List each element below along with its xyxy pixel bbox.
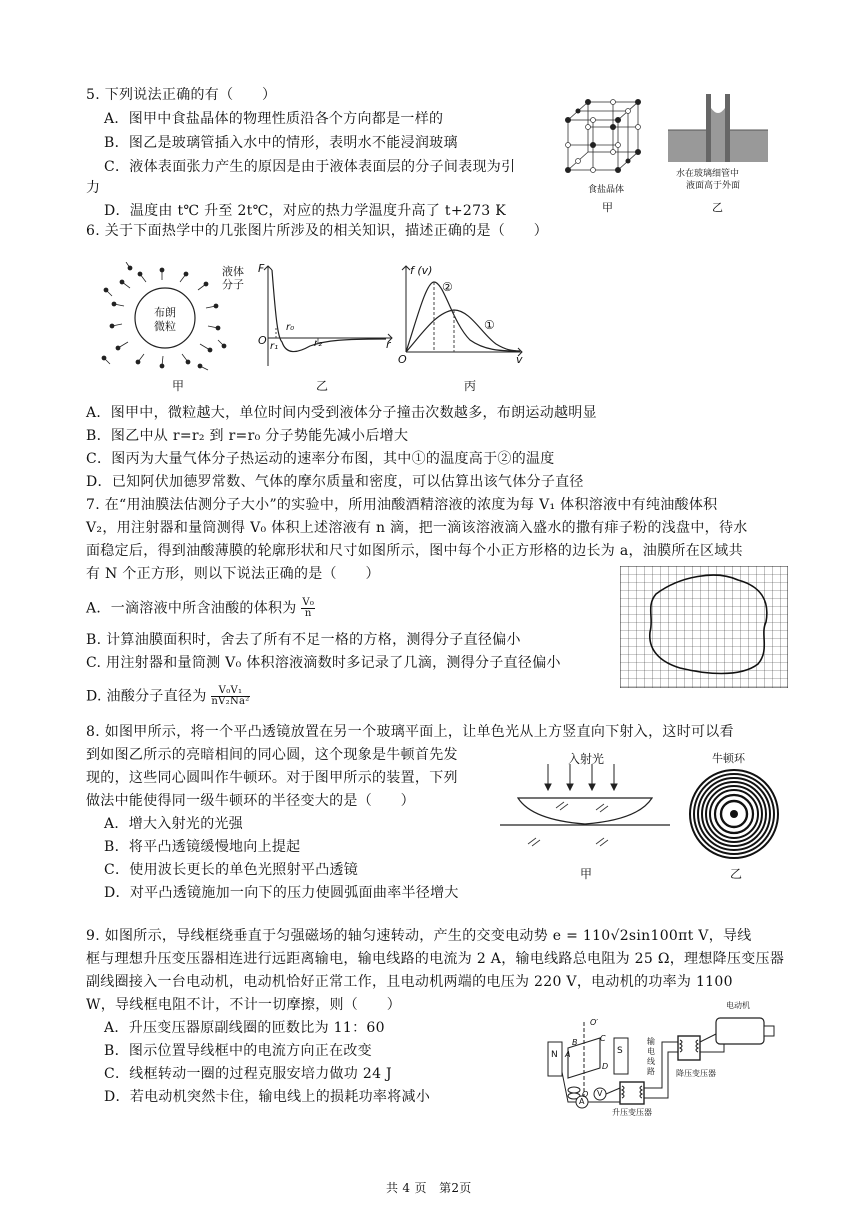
- newton-rings-figure: [688, 768, 780, 860]
- q9-line-3: 副线圈接入一台电动机，电动机恰好正常工作，且电动机两端的电压为 220 V，电动机的功率为 1100: [86, 974, 733, 990]
- q8-line-2: 到如图乙所示的亮暗相间的同心圆，这个现象是牛顿首先发: [86, 747, 458, 763]
- q8-line-1: 8. 如图甲所示，将一个平凸透镜放置在另一个玻璃平面上，让单色光从上方竖直向下射入，这时可以看: [86, 724, 734, 740]
- q5-option-c: C．液体表面张力产生的原因是由于液体表面层的分子间表现为引: [104, 159, 516, 175]
- magnet-s-label: S: [617, 1046, 623, 1056]
- q9-line-1: 9. 如图所示，导线框绕垂直于匀强磁场的轴匀速转动，产生的交变电动势 e = 110√2sin100πt V，导线: [86, 928, 752, 944]
- salt-crystal-figure: [560, 98, 650, 178]
- r-axis-label: r: [386, 338, 391, 351]
- q7-line-3: 面稳定后，得到油酸薄膜的轮廓形状和尺寸如图所示，图中每个小正方形格的边长为 a，油膜所在区域共: [86, 543, 743, 559]
- voltmeter-icon: V: [597, 1089, 603, 1098]
- q7-option-b: B. 计算油膜面积时，舍去了所有不足一格的方格，测得分子直径偏小: [86, 632, 521, 648]
- q5-option-d: D．温度由 t℃ 升至 2t℃，对应的热力学温度升高了 t+273 K: [104, 203, 506, 219]
- brownian-particle-label-1: 布朗: [154, 306, 176, 319]
- salt-crystal-caption: 食盐晶体: [588, 185, 625, 195]
- q6-stem: 6. 关于下面热学中的几张图片所涉及的相关知识，描述正确的是（ ）: [86, 223, 549, 239]
- oil-film-grid-figure: [620, 566, 788, 688]
- motor-label: 电动机: [726, 1001, 750, 1010]
- page-footer: 共 4 页 第2页: [386, 1181, 472, 1195]
- q6-fig-yi-label: 乙: [316, 379, 329, 393]
- speed-distribution-graph: [396, 262, 526, 362]
- ammeter-icon: A: [579, 1097, 585, 1106]
- q7-option-d: [86, 686, 250, 707]
- q5-option-c-cont: 力: [86, 180, 101, 196]
- line-label-1: 输: [647, 1037, 655, 1046]
- v-axis-label: v: [516, 353, 523, 366]
- q6-option-d: D．已知阿伏加德罗常数、气体的摩尔质量和密度，可以估算出该气体分子直径: [86, 474, 584, 490]
- q6-option-c: C．图丙为大量气体分子热运动的速率分布图，其中①的温度高于②的温度: [86, 451, 555, 467]
- curve-1-label: ①: [484, 318, 495, 332]
- capillary-tube-figure: [668, 94, 768, 162]
- q9-option-c: C．线框转动一圈的过程克服安培力做功 24 J: [104, 1066, 392, 1082]
- q5-fig-yi-label: 乙: [712, 201, 723, 214]
- capillary-caption-2: 液面高于外面: [686, 181, 741, 191]
- q6-fig-jia-label: 甲: [172, 379, 185, 393]
- coil-a-label: A: [565, 1050, 571, 1059]
- origin-label-yi: O: [258, 334, 267, 347]
- plano-convex-lens-figure: [500, 764, 670, 856]
- q8-fig-jia-label: 甲: [580, 867, 593, 881]
- axis-o-prime-label: O′: [590, 1018, 599, 1027]
- q5-option-b: B．图乙是玻璃管插入水中的情形，表明水不能浸润玻璃: [104, 135, 458, 151]
- q7-option-c: C. 用注射器和量筒测 V₀ 体积溶液滴数时多记录了几滴，测得分子直径偏小: [86, 655, 561, 671]
- q9-option-a: A．升压变压器原副线圈的匝数比为 11：60: [104, 1020, 385, 1036]
- q8-option-a: A．增大入射光的光强: [104, 816, 244, 832]
- line-label-3: 线: [647, 1057, 655, 1066]
- q7-option-a-fraction: $\frac{\text{V₀}}{n}$: [302, 597, 315, 619]
- q9-line-2: 框与理想升压变压器相连进行远距离输电，输电线路的电流为 2 A，输电线路总电阻为 25 Ω，理想降压变压器: [86, 951, 785, 967]
- q7-option-a-text: A．一滴溶液中所含油酸的体积为: [86, 600, 297, 617]
- origin-label-bing: O: [398, 353, 407, 366]
- q5-stem: 5. 下列说法正确的有（ ）: [86, 87, 277, 103]
- step-down-transformer-label: 降压变压器: [676, 1069, 716, 1078]
- curve-2-label: ②: [442, 280, 453, 294]
- coil-d-label: D: [602, 1062, 609, 1071]
- liquid-molecule-label-1: 液体: [222, 265, 244, 278]
- capillary-caption-1: 水在玻璃细管中: [676, 169, 740, 179]
- q6-option-b: B．图乙中从 r=r₂ 到 r=r₀ 分子势能先减小后增大: [86, 428, 409, 444]
- q8-line-4: 做法中能使得同一级牛顿环的半径变大的是（ ）: [86, 793, 415, 809]
- brownian-particle-label-2: 微粒: [154, 320, 176, 333]
- molecular-force-graph: [256, 262, 396, 372]
- newton-ring-label: 牛顿环: [712, 752, 745, 765]
- q7-line-1: 7. 在“用油膜法估测分子大小”的实验中，所用油酸酒精溶液的浓度为每 V₁ 体积溶液中有纯油酸体积: [86, 497, 718, 513]
- coil-b-label: B: [572, 1038, 578, 1047]
- q9-line-4: W，导线框电阻不计，不计一切摩擦，则（ ）: [86, 997, 401, 1013]
- q8-line-3: 现的，这些同心圆叫作牛顿环。对于图甲所示的装置，下列: [86, 770, 458, 786]
- q7-option-d-text: D. 油酸分子直径为: [86, 688, 207, 705]
- fv-axis-label: f (v): [410, 264, 433, 277]
- magnet-n-label: N: [551, 1050, 558, 1060]
- step-up-transformer-label: 升压变压器: [612, 1108, 652, 1117]
- q9-option-d: D．若电动机突然卡住，输电线上的损耗功率将减小: [104, 1089, 431, 1105]
- coil-c-label: C: [600, 1034, 606, 1043]
- q8-option-b: B．将平凸透镜缓慢地向上提起: [104, 839, 301, 855]
- q7-option-a: [86, 598, 315, 619]
- q9-option-b: B．图示位置导线框中的电流方向正在改变: [104, 1043, 372, 1059]
- q5-option-a: A．图甲中食盐晶体的物理性质沿各个方向都是一样的: [104, 111, 444, 127]
- incident-light-label: 入射光: [568, 752, 605, 766]
- q7-option-d-fraction: $\frac{\text{V₀V₁}}{\text{nV₂Na²}}$: [211, 685, 250, 707]
- line-label-4: 路: [647, 1067, 655, 1076]
- r2-label: r₂: [314, 338, 323, 349]
- liquid-molecule-label-2: 分子: [222, 278, 244, 291]
- q6-option-a: A．图甲中，微粒越大，单位时间内受到液体分子撞击次数越多，布朗运动越明显: [86, 405, 597, 421]
- r0-label: r₀: [286, 322, 295, 333]
- line-label-2: 电: [647, 1047, 655, 1056]
- q8-option-d: D．对平凸透镜施加一向下的压力使圆弧面曲率半径增大: [104, 885, 459, 901]
- r1-label: r₁: [270, 341, 279, 352]
- q7-line-2: V₂，用注射器和量筒测得 V₀ 体积上述溶液有 n 滴，把一滴该溶液滴入盛水的撒有痱子粉的浅盘中，待水: [86, 520, 748, 536]
- q6-fig-bing-label: 丙: [464, 379, 477, 393]
- q7-line-4: 有 N 个正方形，则以下说法正确的是（ ）: [86, 566, 380, 582]
- force-axis-label: F: [258, 262, 265, 275]
- q8-fig-yi-label: 乙: [730, 867, 743, 881]
- q8-option-c: C．使用波长更长的单色光照射平凸透镜: [104, 862, 359, 878]
- q5-fig-jia-label: 甲: [602, 201, 613, 214]
- axis-o-label: O: [582, 1090, 589, 1099]
